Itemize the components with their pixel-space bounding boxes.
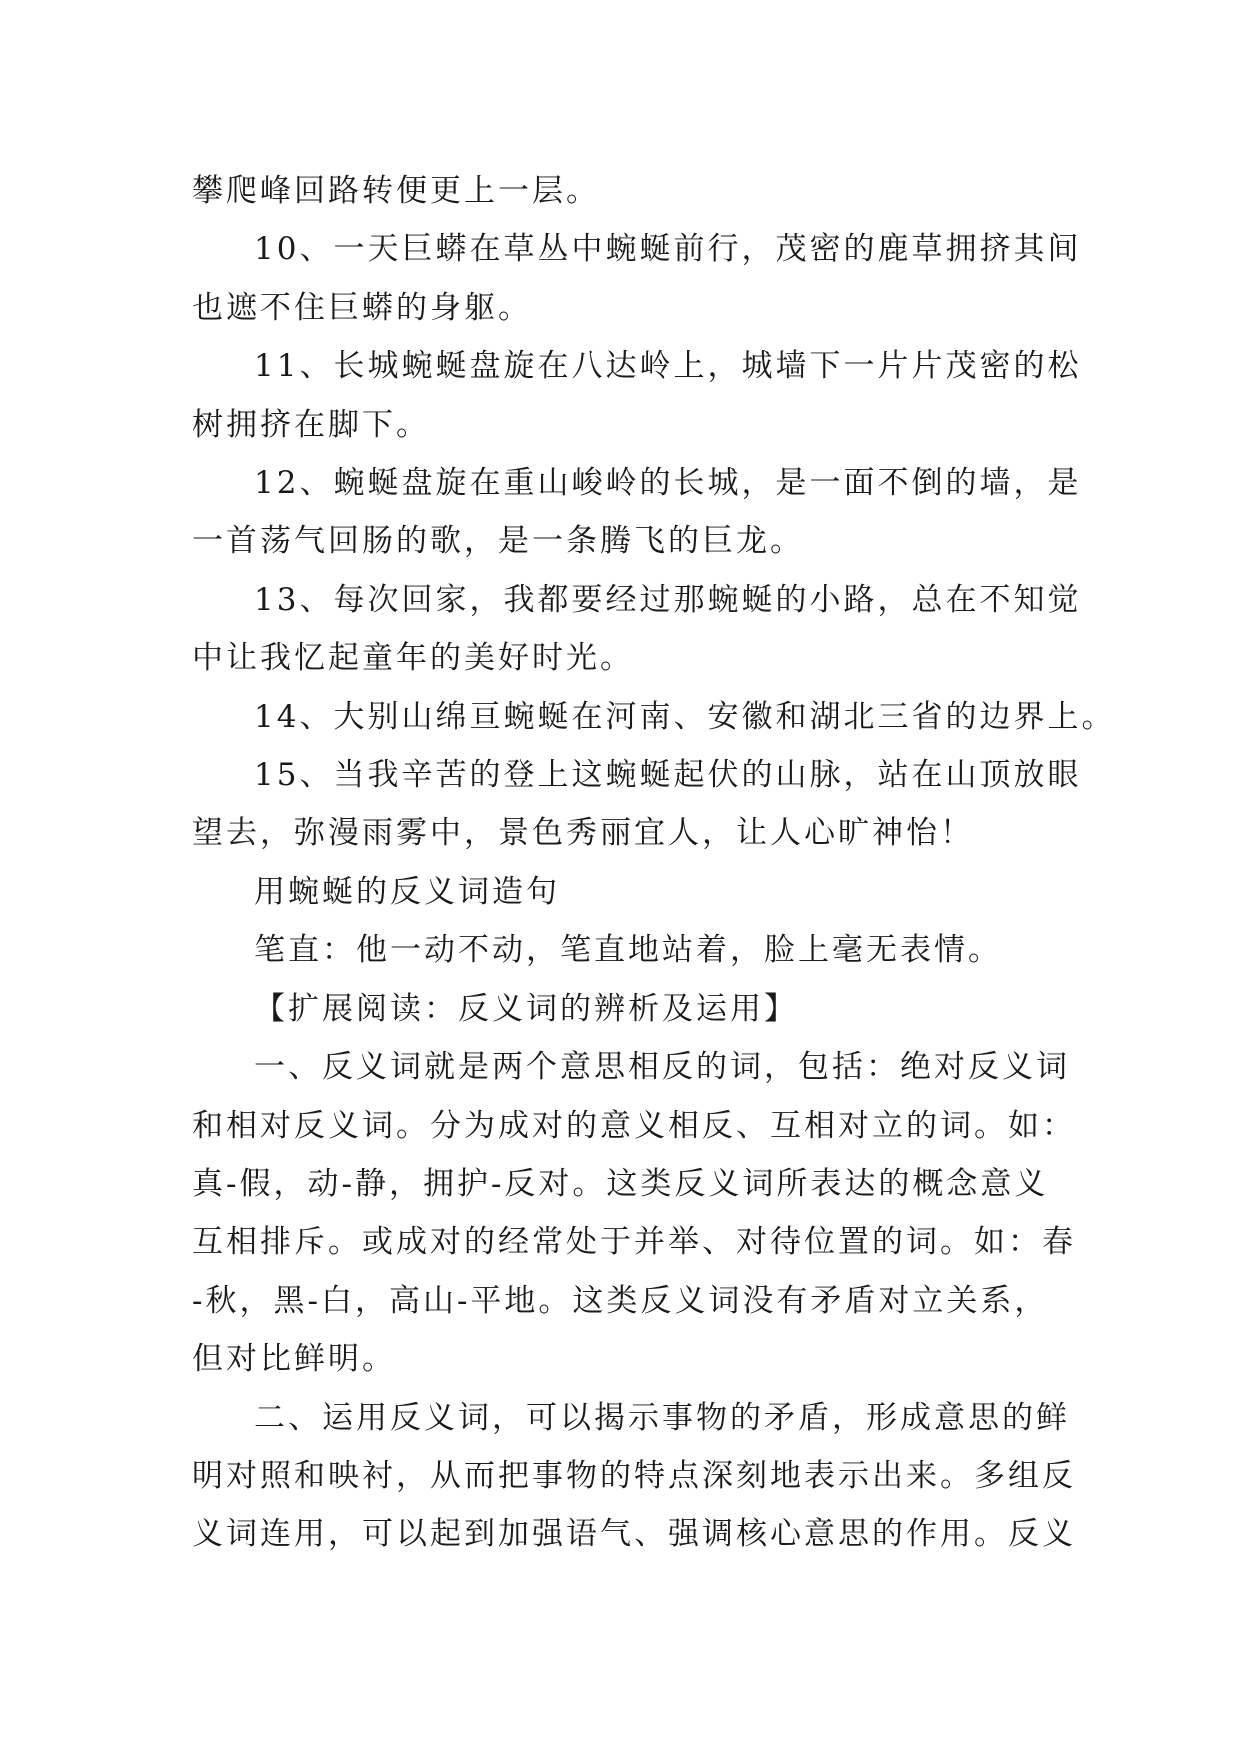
text-line: 二、运用反义词，可以揭示事物的矛盾，形成意思的鲜: [254, 1399, 1070, 1436]
text-line: 义词连用，可以起到加强语气、强调核心意思的作用。反义: [192, 1516, 1076, 1553]
text-line: 明对照和映衬，从而把事物的特点深刻地表示出来。多组反: [192, 1457, 1076, 1494]
text-line: 和相对反义词。分为成对的意义相反、互相对立的词。如：: [192, 1107, 1076, 1144]
text-line: 13、每次回家，我都要经过那蜿蜒的小路，总在不知觉: [254, 581, 1082, 618]
text-line: 也遮不住巨蟒的身躯。: [192, 289, 532, 326]
text-line: 用蜿蜒的反义词造句: [254, 873, 560, 910]
paragraph: [192, 1389, 1076, 1564]
text-line: 但对比鲜明。: [192, 1341, 396, 1378]
text-line: 中让我忆起童年的美好时光。: [192, 640, 634, 677]
text-line: 12、蜿蜒盘旋在重山峻岭的长城，是一面不倒的墙，是: [254, 465, 1082, 502]
text-line: 一、反义词就是两个意思相反的词，包括：绝对反义词: [254, 1049, 1070, 1086]
text-line: -秋，黑-白，高山-平地。这类反义词没有矛盾对立关系，: [192, 1282, 1049, 1319]
paragraph: [192, 688, 1116, 746]
paragraph: [192, 162, 1070, 220]
paragraph: [192, 220, 1082, 337]
document-body: [192, 162, 1116, 1564]
paragraph: [192, 746, 1082, 863]
text-line: 互相排斥。或成对的经常处于并举、对待位置的词。如：春: [192, 1224, 1076, 1261]
paragraph: [192, 863, 1070, 921]
paragraph: [192, 980, 1070, 1038]
text-line: 望去，弥漫雨雾中，景色秀丽宜人，让人心旷神怡！: [192, 815, 974, 852]
paragraph: [192, 571, 1082, 688]
paragraph: [192, 337, 1082, 454]
text-line: 10、一天巨蟒在草丛中蜿蜒前行，茂密的鹿草拥挤其间: [254, 231, 1082, 268]
text-line: 15、当我辛苦的登上这蜿蜒起伏的山脉，站在山顶放眼: [254, 757, 1082, 794]
text-line: 笔直：他一动不动，笔直地站着，脸上毫无表情。: [254, 932, 1002, 969]
text-line: 11、长城蜿蜒盘旋在八达岭上，城墙下一片片茂密的松: [254, 348, 1082, 385]
text-line: 14、大别山绵亘蜿蜒在河南、安徽和湖北三省的边界上。: [254, 698, 1116, 735]
text-line: 一首荡气回肠的歌，是一条腾飞的巨龙。: [192, 523, 804, 560]
paragraph: [192, 454, 1082, 571]
paragraph: [192, 1038, 1076, 1388]
text-line: 真-假，动-静，拥护-反对。这类反义词所表达的概念意义: [192, 1165, 1049, 1202]
paragraph: [192, 921, 1070, 979]
text-line: 攀爬峰回路转便更上一层。: [192, 173, 600, 209]
text-line: 【扩展阅读：反义词的辨析及运用】: [254, 990, 798, 1027]
text-line: 树拥挤在脚下。: [192, 406, 430, 443]
